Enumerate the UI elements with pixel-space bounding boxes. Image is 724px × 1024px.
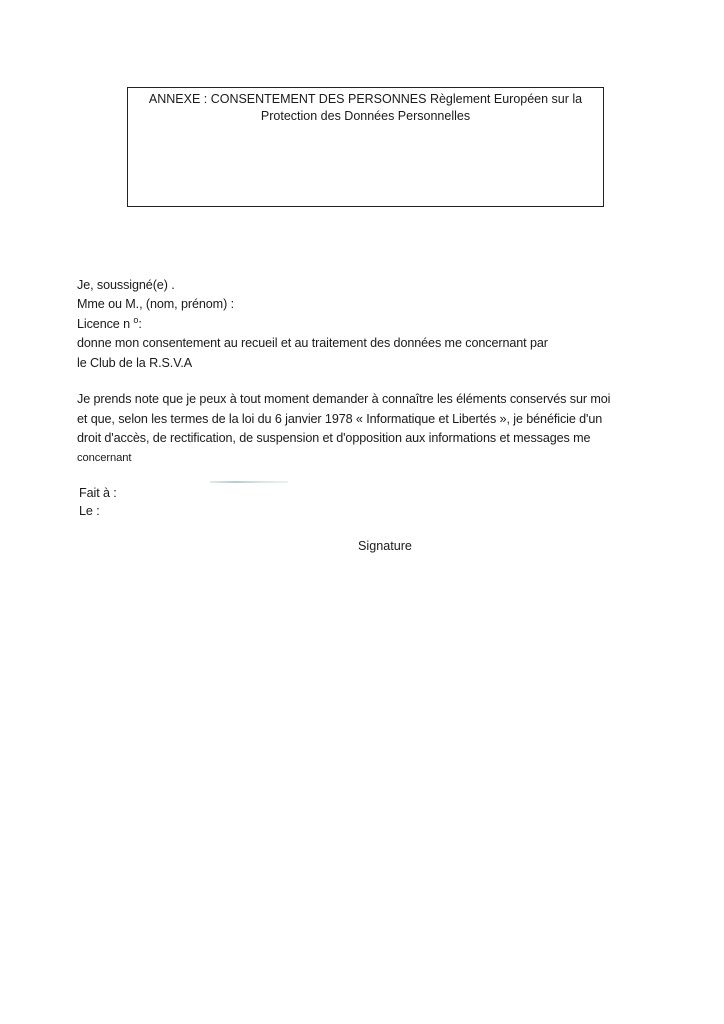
header-title-line1: ANNEXE : CONSENTEMENT DES PERSONNES Règlement Européen sur la (148, 92, 583, 106)
header-box (127, 87, 604, 207)
rights-line-1: Je prends note que je peux à tout moment demander à connaître les éléments conservés sur moi (77, 392, 611, 406)
rights-line-4: concernant (77, 452, 132, 464)
rights-line-3: droit d'accès, de rectification, de suspension et d'opposition aux informations et messages me (77, 431, 591, 445)
licence-colon: : (138, 317, 142, 331)
signature-label: Signature (358, 539, 412, 553)
place-label: Fait à : (79, 486, 117, 500)
rights-line-2: et que, selon les termes de la loi du 6 janvier 1978 « Informatique et Libertés », je bénéficie d'un (77, 412, 603, 426)
licence-degree-sign: o (133, 315, 139, 325)
licence-label: Licence n (77, 317, 131, 331)
form-line-undersigned: Je, soussigné(e) . (77, 278, 175, 292)
form-line-consent: donne mon consentement au recueil et au traitement des données me concernant par (77, 336, 548, 350)
form-line-name: Mme ou M., (nom, prénom) : (77, 297, 234, 311)
faint-scan-mark (210, 481, 288, 483)
form-line-licence (77, 317, 142, 331)
form-line-club: le Club de la R.S.V.A (77, 356, 193, 370)
header-title-line2: Protection des Données Personnelles (260, 109, 471, 123)
date-label: Le : (79, 504, 100, 518)
